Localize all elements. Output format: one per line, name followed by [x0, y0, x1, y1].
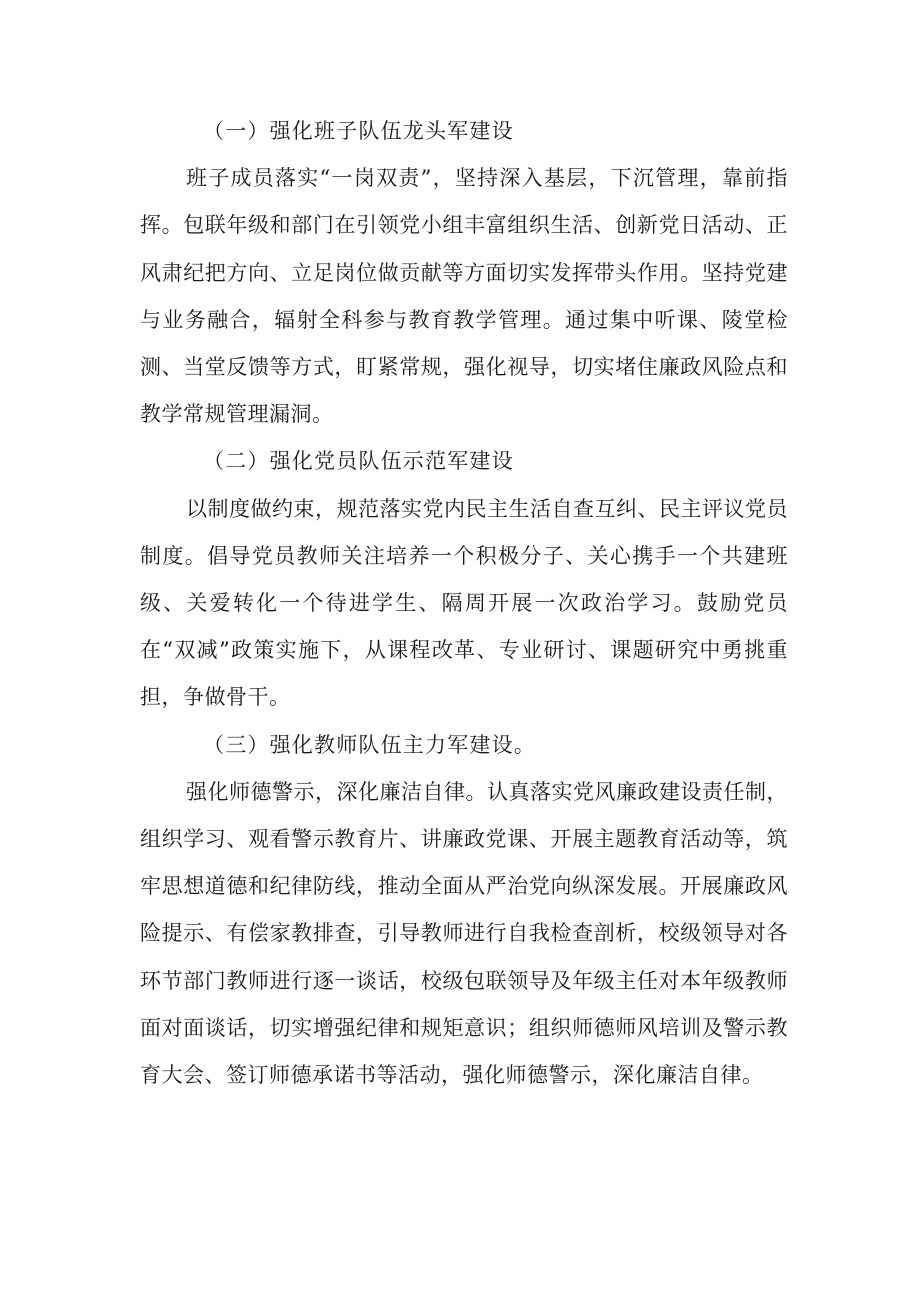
section-heading-2: （二）强化党员队伍示范军建设 [203, 449, 514, 474]
document-body [140, 108, 788, 1099]
section-paragraph-3: 强化师德警示，深化廉洁自律。认真落实党风廉政建设责任制，组织学习、观看警示教育片、讲廉政党课、开展主题教育活动等，筑牢思想道德和纪律防线，推动全面从严治党向纵深发展。开展廉政风险提示、有偿家教排查，引导教师进行自我检查剖析，校级领导对各环节部门教师进行逐一谈话，校级包联领导及年级主任对本年级教师面对面谈话，切实增强纪律和规矩意识；组织师德师风培训及警示教育大会、签订师德承诺书等活动，强化师德警示，深化廉洁自律。 [140, 779, 788, 1088]
section-heading-1: （一）强化班子队伍龙头军建设 [203, 119, 514, 143]
section-paragraph-2: 以制度做约束，规范落实党内民主生活自查互纠、民主评议党员制度。倡导党员教师关注培养一个积极分子、关心携手一个共建班级、关爱转化一个待进学生、隔周开展一次政治学习。鼓励党员在“双减”政策实施下，从课程改革、专业研讨、课题研究中勇挑重担，争做骨干。 [140, 496, 788, 710]
section-heading-3: （三）强化教师队伍主力军建设。 [203, 732, 536, 757]
section-paragraph-1: 班子成员落实“一岗双责”，坚持深入基层，下沉管理，靠前指挥。包联年级和部门在引领党小组丰富组织生活、创新党日活动、正风肃纪把方向、立足岗位做贡献等方面切实发挥带头作用。坚持党建与业务融合，辐射全科参与教育教学管理。通过集中听课、陵堂检测、当堂反馈等方式，盯紧常规，强化视导，切实堵住廉政风险点和教学常规管理漏洞。 [140, 166, 788, 427]
